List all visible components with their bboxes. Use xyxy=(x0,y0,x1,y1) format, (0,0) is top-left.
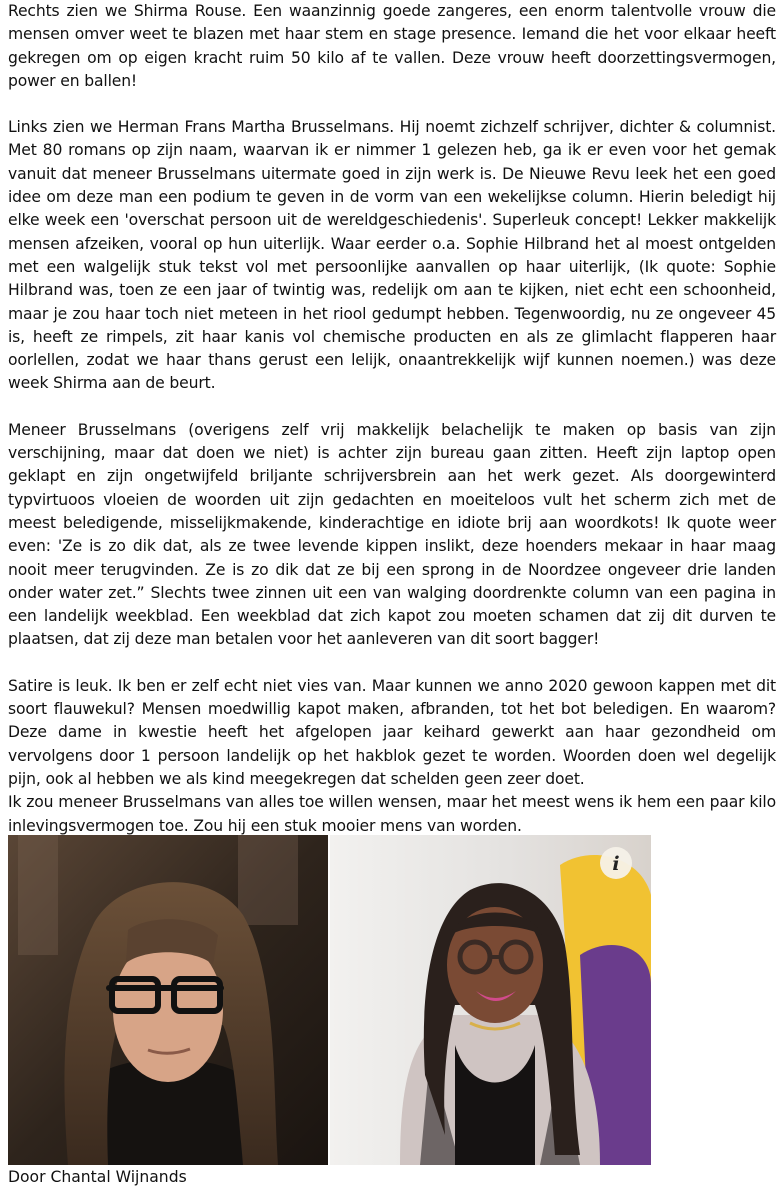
svg-text:i: i xyxy=(612,853,620,875)
portrait-illustration-left xyxy=(8,835,328,1165)
paragraph-column-quote: Meneer Brusselmans (overigens zelf vrij makkelijk belachelijk te maken op basis van zijn verschijning, maar dat doen we niet) is achter zijn bureau gaan zitten. Heeft zijn laptop open geklapt en zijn ongetwijfeld briljante schrijversbrein aan het werk gezet. Als doorgewinterd typvirtuoos vloeien de woorden uit zijn gedachten en moeiteloos vult het scherm zich met de meest beledigende, misselijkmakende, kinderachtige en idiote brij aan woordkots! Ik quote weer even: 'Ze is zo dik dat, als ze twee levende kippen inslikt, deze hoenders mekaar in haar maag nooit meer terugvinden. Ze is zo dik dat ze bij een sprong in de Noordzee ongeveer drie landen onder water zet.” Slechts twee zinnen uit een van walging doordrenkte column van een pagina in een landelijk weekblad. Een weekblad dat zich kapot zou moeten schamen dat zij dit durven te plaatsen, dat zij deze man betalen voor het aanleveren van dit soort bagger! xyxy=(8,420,776,649)
article xyxy=(8,0,776,861)
paragraph-satire: Satire is leuk. Ik ben er zelf echt niet vies van. Maar kunnen we anno 2020 gewoon kappen met dit soort flauwekul? Mensen moedwillig kapot maken, afbranden, tot het bot beledigen. En waarom? Deze dame in kwestie heeft het afgelopen jaar keihard gewerkt aan haar gezondheid om vervolgens door 1 persoon landelijk op het hakblok gezet te worden. Woorden doen wel degelijk pijn, ook al hebben we als kind meegekregen dat schelden geen zeer doet. xyxy=(8,676,776,788)
paragraph-gap xyxy=(8,396,776,419)
paragraph-gap xyxy=(8,652,776,675)
photo-herman-brusselmans xyxy=(8,835,328,1165)
paragraph-brusselmans-intro: Links zien we Herman Frans Martha Brusselmans. Hij noemt zichzelf schrijver, dichter & columnist. Met 80 romans op zijn naam, waarvan ik er nimmer 1 gelezen heb, ga ik er even voor het gemak vanuit dat meneer Brusselmans uitermate goed in zijn werk is. De Nieuwe Revu leek het een goed idee om deze man een podium te geven in de vorm van een wekelijkse column. Hierin beledigt hij elke week een 'overschat persoon uit de wereldgeschiedenis'. Superleuk concept! Lekker makkelijk mensen afzeiken, vooral op hun uiterlijk. Waar eerder o.a. Sophie Hilbrand het al moest ontgelden met een walgelijk stuk tekst vol met persoonlijke aanvallen op haar uiterlijk, (Ik quote: Sophie Hilbrand was, toen ze een jaar of twintig was, redelijk om aan te kijken, niet echt een schoonheid, maar je zou haar toch niet meteen in het riool gedumpt hebben. Tegenwoordig, nu ze ongeveer 45 is, heeft ze rimpels, zit haar kanis vol chemische producten en als ze glimlacht flapperen haar oorlellen, zodat we haar thans gerust een lelijk, onaantrekkelijk wijf kunnen noemen.) was deze week Shirma aan de beurt. xyxy=(8,118,776,393)
paragraph-shirma-intro: Rechts zien we Shirma Rouse. Een waanzinnig goede zangeres, een enorm talentvolle vrouw die mensen omver weet te blazen met haar stem en stage presence. Iemand die het voor elkaar heeft gekregen om op eigen kracht ruim 50 kilo af te vallen. Deze vrouw heeft doorzettingsvermogen, power en ballen! xyxy=(8,2,776,90)
photo-shirma-rouse xyxy=(330,835,651,1165)
photo-collage xyxy=(8,835,651,1165)
portrait-illustration-right xyxy=(330,835,651,1165)
paragraph-gap xyxy=(8,93,776,116)
byline: Door Chantal Wijnands xyxy=(8,1168,187,1186)
paragraph-wish: Ik zou meneer Brusselmans van alles toe willen wensen, maar het meest wens ik hem een paar kilo inlevingsvermogen toe. Zou hij een stuk mooier mens van worden. xyxy=(8,793,776,835)
